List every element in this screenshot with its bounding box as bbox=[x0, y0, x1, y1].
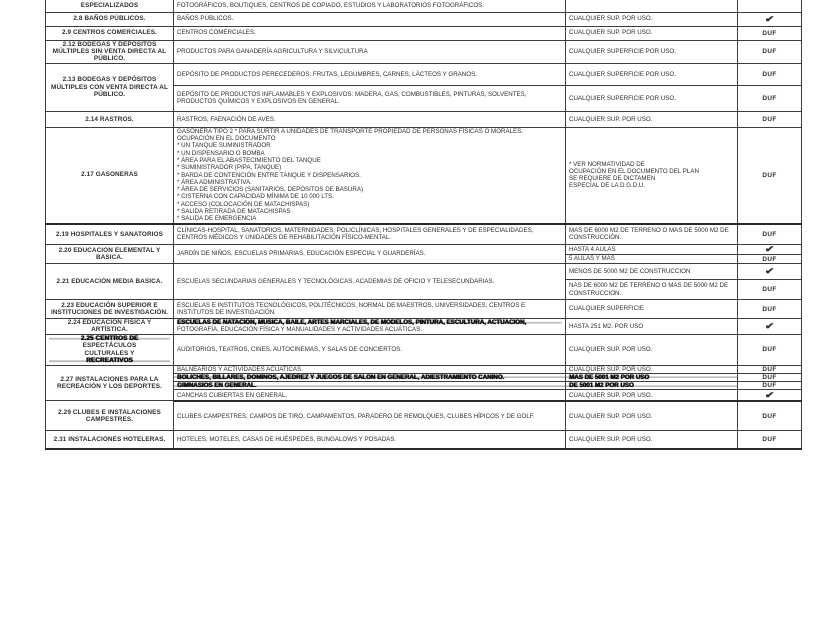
use-description-cell: DEPÓSITO DE PRODUCTOS INFLAMABLES Y EXPLOSIVOS: MADERA, GAS, COMBUSTIBLES, PINTURAS, SOLVENTES, PRODUCTOS QUÍMICOS Y EXPLOSIVOS EN GENERAL. bbox=[174, 85, 566, 111]
status-cell bbox=[738, 390, 802, 401]
status-cell bbox=[738, 127, 802, 223]
text-line: OCUPACIÓN EN EL DOCUMENTO bbox=[177, 135, 276, 143]
status-cell bbox=[738, 319, 802, 335]
table-row bbox=[46, 431, 802, 449]
text-line: * ÁREA PARA EL ABASTECIMIENTO DEL TANQUE bbox=[177, 156, 321, 164]
text-line: ESPECIAL DE LA D.G.D.U. bbox=[569, 182, 646, 190]
text-line: * SALIDA DE EMERGENCIA bbox=[177, 215, 257, 223]
surface-criteria-cell: HASTA 251 M2. POR USO bbox=[566, 319, 738, 335]
use-category-cell: ESPECIALIZADOS bbox=[46, 0, 174, 12]
text-line: * SUMINISTRADOR (PIPA, TANQUE) bbox=[177, 164, 282, 172]
check-icon: ✔ bbox=[764, 244, 775, 255]
use-category-cell: 2.8 BAÑOS PÚBLICOS. bbox=[46, 12, 174, 26]
surface-criteria-cell: CUALQUIER SUPERFICIE POR USO. bbox=[566, 63, 738, 85]
surface-criteria-cell: CUALQUIER SUPERFICIE POR USO. bbox=[566, 85, 738, 111]
duf-label: DUF bbox=[762, 305, 777, 313]
text-line: OCUPACIÓN EN EL DOCUMENTO DEL PLAN bbox=[569, 167, 699, 175]
use-category-cell: 2.31 INSTALACIONES HOTELERAS. bbox=[46, 431, 174, 449]
table-row bbox=[46, 63, 802, 85]
duf-label: DUF bbox=[762, 365, 777, 373]
text-line: * UN DISPENSARIO O BOMBA bbox=[177, 149, 265, 157]
table-row bbox=[46, 334, 802, 365]
text-line: FOTOGRAFÍA, EDUCACIÓN FÍSICA Y MANUALIDADES Y ACTIVIDADES ACUÁTICAS. bbox=[177, 326, 422, 334]
status-cell bbox=[738, 382, 802, 390]
use-description-cell: CENTROS COMERCIALES. bbox=[174, 26, 566, 40]
table-row bbox=[46, 245, 802, 255]
status-cell bbox=[738, 224, 802, 245]
status-cell bbox=[738, 63, 802, 85]
use-description-cell: FOTOGRÁFICOS, BOUTIQUES, CENTROS DE COPIADO, ESTUDIOS Y LABORATORIOS FOTOGRÁFICOS. bbox=[174, 0, 566, 12]
use-description-cell: HOTELES, MOTELES, CASAS DE HUÉSPEDES, BUNGALOWS Y POSADAS. bbox=[174, 431, 566, 449]
text-line: RECREATIVOS bbox=[49, 357, 170, 364]
table-row bbox=[46, 40, 802, 63]
use-description-cell bbox=[174, 127, 566, 223]
status-cell bbox=[738, 85, 802, 111]
use-category-cell: 2.21 EDUCACIÓN MEDIA BASICA. bbox=[46, 264, 174, 300]
status-cell bbox=[738, 280, 802, 300]
duf-label: DUF bbox=[762, 94, 777, 102]
status-cell bbox=[738, 300, 802, 319]
use-category-cell: 2.12 BODEGAS Y DEPÓSITOS MÚLTIPLES SIN VENTA DIRECTA AL PÚBLICO. bbox=[46, 40, 174, 63]
use-description-cell: BALNEARIOS Y ACTIVIDADES ACUATICAS. bbox=[174, 365, 566, 373]
table-row bbox=[46, 26, 802, 40]
table-row bbox=[46, 12, 802, 26]
text-line: SE REQUIERE DE DICTAMEN bbox=[569, 175, 656, 183]
use-description-cell: GIMNASIOS EN GENERAL. bbox=[174, 382, 566, 390]
use-category-cell: 2.19 HOSPITALES Y SANATORIOS bbox=[46, 224, 174, 245]
text-line: * ACCESO (COLOCACIÓN DE MATACHISPAS) bbox=[177, 200, 310, 208]
use-category-cell: 2.23 EDUCACIÓN SUPERIOR E INSTITUCIONES DE INVESTIGACIÓN. bbox=[46, 300, 174, 319]
surface-criteria-cell: CUALQUIER SUP. POR USO. bbox=[566, 26, 738, 40]
status-cell bbox=[738, 245, 802, 255]
status-cell bbox=[738, 0, 802, 12]
surface-criteria-cell: CUALQUIER SUP. POR USO. bbox=[566, 111, 738, 127]
surface-criteria-cell: CUALQUIER SUP. POR USO. bbox=[566, 431, 738, 449]
duf-label: DUF bbox=[762, 230, 777, 238]
text-line: * CISTERNA CON CAPACIDAD MÍNIMA DE 10 000 LTS. bbox=[177, 193, 334, 201]
use-description-cell: CANCHAS CUBIERTAS EN GENERAL. bbox=[174, 390, 566, 401]
surface-criteria-cell bbox=[566, 0, 738, 12]
text-line: * BARDA DE CONTENCIÓN ENTRE TANQUE Y DISPENSARIOS. bbox=[177, 171, 361, 179]
check-icon: ✔ bbox=[764, 13, 775, 24]
use-description-cell: CLÍNICAS-HOSPITAL, SANATORIOS, MATERNIDADES, POLICLÍNICAS, HOSPITALES GENERALES Y DE ESPECIALIDADES, CENTROS MÉDICOS Y UNIDADES DE REHABILITACIÓN FÍSICO-MENTAL. bbox=[174, 224, 566, 245]
surface-criteria-cell: CUALQUIER SUP. POR USO. bbox=[566, 365, 738, 373]
use-description-cell: ESCUELAS SECUNDARIAS GENERALES Y TECNOLÓGICAS, ACADEMIAS DE OFICIO Y TELESECUNDARIAS. bbox=[174, 264, 566, 300]
surface-criteria-cell: CUALQUIER SUP. POR USO. bbox=[566, 12, 738, 26]
table-row bbox=[46, 224, 802, 245]
surface-criteria-cell: NAS DE 6000 M2 DE TERRENO O MAS DE 5000 M2 DE CONSTRUCCION. bbox=[566, 280, 738, 300]
table-row bbox=[46, 300, 802, 319]
status-cell bbox=[738, 40, 802, 63]
table-row bbox=[46, 127, 802, 223]
duf-label: DUF bbox=[762, 115, 777, 123]
check-icon: ✔ bbox=[764, 389, 775, 400]
duf-label: DUF bbox=[762, 412, 777, 420]
text-line: * UN TANQUE SUMINISTRADOR bbox=[177, 142, 271, 150]
use-category-cell: 2.24 EDUCACIÓN FÍSICA Y ARTÍSTICA. bbox=[46, 319, 174, 335]
check-icon: ✔ bbox=[764, 266, 775, 277]
use-category-cell: 2.29 CLUBES E INSTALACIONES CAMPESTRES. bbox=[46, 401, 174, 431]
use-description-cell bbox=[174, 319, 566, 335]
surface-criteria-cell: MENOS DE 5000 M2 DE CONSTRUCCION bbox=[566, 264, 738, 280]
surface-criteria-cell bbox=[566, 127, 738, 223]
text-line: CULTURALES Y bbox=[84, 349, 135, 357]
use-category-cell: 2.14 RASTROS. bbox=[46, 111, 174, 127]
use-description-cell: RASTROS, FAENACIÓN DE AVES. bbox=[174, 111, 566, 127]
use-description-cell: PRODUCTOS PARA GANADERÍA AGRICULTURA Y SILVICULTURA bbox=[174, 40, 566, 63]
duf-label: DUF bbox=[762, 29, 777, 37]
table-row bbox=[46, 0, 802, 12]
use-description-cell: DEPÓSITO DE PRODUCTOS PERECEDEROS: FRUTAS, LEGUMBRES, CARNES, LÁCTEOS Y GRANOS. bbox=[174, 63, 566, 85]
surface-criteria-cell: CUALQUIER SUP. POR USO. bbox=[566, 334, 738, 365]
text-line: * ÁREA ADMINISTRATIVA. bbox=[177, 178, 252, 186]
status-cell bbox=[738, 431, 802, 449]
duf-label: DUF bbox=[762, 70, 777, 78]
text-line: ESCUELAS DE NATACIÓN, MÚSICA, BAILE, ARTES MARCIALES, DE MODELOS, PINTURA, ESCULTURA, ACTUACIÓN, bbox=[177, 319, 562, 326]
text-line: GASONERA TIPO 2 * PARA SURTIR A UNIDADES DE TRANSPORTE PROPIEDAD DE PERSONAS FÍSICAS O MORALES. bbox=[177, 127, 524, 135]
duf-label: DUF bbox=[762, 255, 777, 263]
use-category-cell: 2.20 EDUCACION ELEMENTAL Y BASICA. bbox=[46, 245, 174, 264]
table-row bbox=[46, 319, 802, 335]
land-use-table bbox=[45, 0, 802, 450]
duf-label: DUF bbox=[762, 171, 777, 179]
status-cell bbox=[738, 264, 802, 280]
surface-criteria-cell: HASTA 4 AULAS bbox=[566, 245, 738, 255]
table-row bbox=[46, 365, 802, 373]
text-line: ESPECTÁCULOS bbox=[82, 342, 137, 350]
surface-criteria-cell: DE 5001 M2 POR USO bbox=[566, 382, 738, 390]
land-use-table-body bbox=[46, 0, 802, 449]
use-description-cell: BOLICHES, BILLARES, DOMINOS, AJEDREZ Y JUEGOS DE SALÓN EN GENERAL, ADIESTRAMIENTO CANINO. bbox=[174, 373, 566, 381]
use-category-cell: 2.27 INSTALACIONES PARA LA RECREACIÓN Y LOS DEPORTES. bbox=[46, 365, 174, 401]
status-cell bbox=[738, 26, 802, 40]
text-line: * VER NORMATIVIDAD DE bbox=[569, 160, 645, 168]
duf-label: DUF bbox=[762, 286, 777, 294]
use-description-cell: CLUBES CAMPESTRES, CAMPOS DE TIRO, CAMPAMENTOS, PARADERO DE REMOLQUES, CLUBES HÍPICOS Y DE GOLF. bbox=[174, 401, 566, 431]
table-row bbox=[46, 401, 802, 431]
surface-criteria-cell: MAS DE 5001 M2 POR USO bbox=[566, 373, 738, 381]
surface-criteria-cell: CUALQUIER SUP. POR USO. bbox=[566, 390, 738, 401]
status-cell bbox=[738, 111, 802, 127]
duf-label: DUF bbox=[762, 373, 777, 381]
text-line: * ÁREA DE SERVICIOS (SANITARIOS, DEPÓSITOS DE BASURA) bbox=[177, 186, 364, 194]
text-line: * SALIDA RETIRADA DE MATACHISPAS bbox=[177, 207, 291, 215]
duf-label: DUF bbox=[762, 436, 777, 444]
status-cell bbox=[738, 12, 802, 26]
surface-criteria-cell: CUALQUIER SUP. POR USO. bbox=[566, 401, 738, 431]
use-category-cell: 2.17 GASONERAS bbox=[46, 127, 174, 223]
use-description-cell: AUDITORIOS, TEATROS, CINES, AUTOCINEMAS, Y SALAS DE CONCIERTOS. bbox=[174, 334, 566, 365]
table-row bbox=[46, 264, 802, 280]
use-category-cell bbox=[46, 334, 174, 365]
duf-label: DUF bbox=[762, 346, 777, 354]
check-icon: ✔ bbox=[764, 320, 775, 331]
status-cell bbox=[738, 255, 802, 264]
status-cell bbox=[738, 401, 802, 431]
use-description-cell: ESCUELAS E INSTITUTOS TECNOLÓGICOS, POLITÉCNICOS, NORMAL DE MAESTROS, UNIVERSIDADES, CENTROS E INSTITUTOS DE INVESTIGACIÓN. bbox=[174, 300, 566, 319]
surface-criteria-cell: CUALQUIER SUPERFICIE POR USO. bbox=[566, 40, 738, 63]
table-row bbox=[46, 111, 802, 127]
duf-label: DUF bbox=[762, 48, 777, 56]
duf-label: DUF bbox=[762, 382, 777, 390]
surface-criteria-cell: 5 AULAS Y MAS bbox=[566, 255, 738, 264]
use-description-cell: JARDÍN DE NIÑOS, ESCUELAS PRIMARIAS, EDUCACIÓN ESPECIAL Y GUARDERÍAS. bbox=[174, 245, 566, 264]
use-category-cell: 2.9 CENTROS COMERCIALES. bbox=[46, 26, 174, 40]
surface-criteria-cell: MAS DE 6000 M2 DE TERRENO O MAS DE 5000 M2 DE CONSTRUCCIÓN. bbox=[566, 224, 738, 245]
use-description-cell: BAÑOS PÚBLICOS. bbox=[174, 12, 566, 26]
status-cell bbox=[738, 334, 802, 365]
status-cell bbox=[738, 365, 802, 373]
text-line: 2.25 CENTROS DE bbox=[49, 335, 170, 342]
status-cell bbox=[738, 373, 802, 381]
use-category-cell: 2.13 BODEGAS Y DEPÓSITOS MÚLTIPLES CON VENTA DIRECTA AL PÚBLICO. bbox=[46, 63, 174, 111]
surface-criteria-cell: CUALQUIER SUPERFICIE bbox=[566, 300, 738, 319]
